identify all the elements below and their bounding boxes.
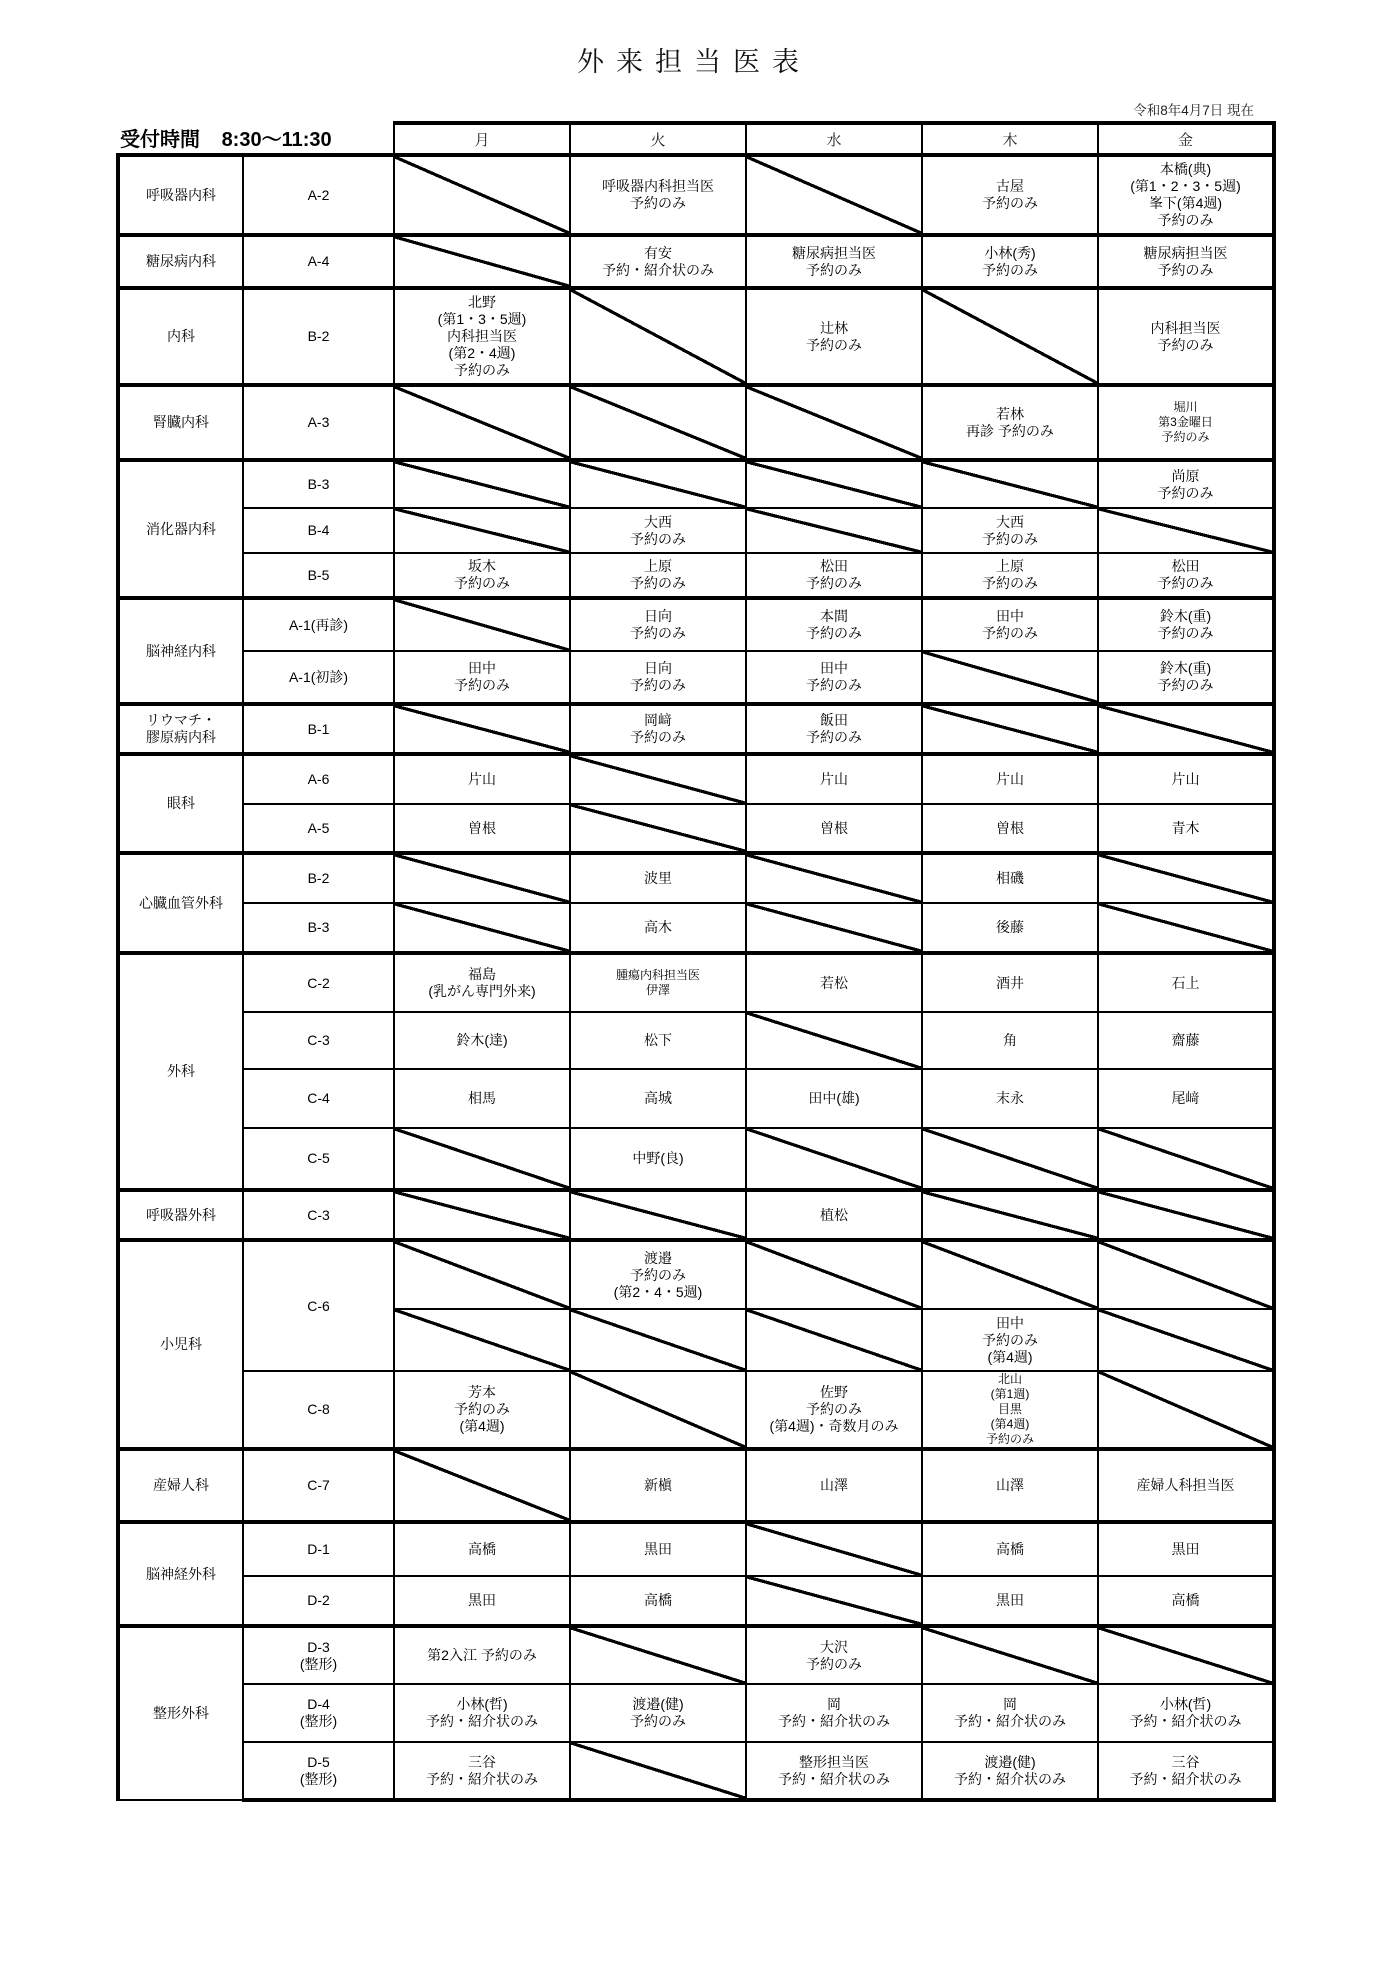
- day-header-mon: 月: [394, 123, 570, 155]
- room-code: B-2: [243, 288, 394, 385]
- doctor-cell: 石上: [1098, 953, 1274, 1012]
- doctor-cell: 大西 予約のみ: [922, 508, 1098, 553]
- schedule-row: [118, 385, 1274, 460]
- page-title: 外来担当医表: [577, 47, 811, 77]
- room-code: B-2: [243, 853, 394, 903]
- doctor-cell: 渡邉(健) 予約のみ: [570, 1684, 746, 1742]
- schedule-row: [118, 235, 1274, 288]
- doctor-cell: 青木: [1098, 804, 1274, 853]
- doctor-cell: 田中 予約のみ: [922, 598, 1098, 651]
- doctor-cell: 古屋 予約のみ: [922, 155, 1098, 235]
- doctor-cell: 坂木 予約のみ: [394, 553, 570, 598]
- schedule-row: [118, 460, 1274, 508]
- no-clinic-cell: [570, 460, 746, 508]
- doctor-cell: 堀川 第3金曜日 予約のみ: [1098, 385, 1274, 460]
- schedule-row: [118, 754, 1274, 804]
- department-name: 心臓血管外科: [118, 853, 243, 953]
- department-name: 外科: [118, 953, 243, 1190]
- no-clinic-cell: [570, 1371, 746, 1449]
- room-code: A-4: [243, 235, 394, 288]
- no-clinic-cell: [746, 1576, 922, 1626]
- no-clinic-cell: [746, 155, 922, 235]
- no-clinic-cell: [394, 1240, 570, 1309]
- header-row: [118, 123, 1274, 155]
- doctor-cell: 田中 予約のみ (第4週): [922, 1309, 1098, 1371]
- no-clinic-cell: [1098, 1128, 1274, 1190]
- department-name: 呼吸器外科: [118, 1190, 243, 1240]
- no-clinic-cell: [922, 288, 1098, 385]
- room-code: B-1: [243, 704, 394, 754]
- doctor-cell: 黒田: [1098, 1522, 1274, 1576]
- no-clinic-cell: [570, 1626, 746, 1684]
- no-clinic-cell: [1098, 1626, 1274, 1684]
- doctor-cell: 本橋(典) (第1・2・3・5週) 峯下(第4週) 予約のみ: [1098, 155, 1274, 235]
- no-clinic-cell: [394, 1449, 570, 1522]
- no-clinic-cell: [922, 1128, 1098, 1190]
- no-clinic-cell: [746, 1128, 922, 1190]
- doctor-cell: 尚原 予約のみ: [1098, 460, 1274, 508]
- no-clinic-cell: [1098, 1371, 1274, 1449]
- doctor-cell: 山澤: [746, 1449, 922, 1522]
- no-clinic-cell: [394, 385, 570, 460]
- doctor-cell: 片山: [746, 754, 922, 804]
- room-code: D-1: [243, 1522, 394, 1576]
- schedule-row: [118, 853, 1274, 903]
- schedule-row: [118, 1449, 1274, 1522]
- no-clinic-cell: [1098, 508, 1274, 553]
- schedule-row: [118, 553, 1274, 598]
- no-clinic-cell: [746, 385, 922, 460]
- no-clinic-cell: [1098, 1190, 1274, 1240]
- schedule-row: [118, 1626, 1274, 1684]
- schedule-row: [118, 1069, 1274, 1128]
- room-code: D-2: [243, 1576, 394, 1626]
- day-header-tue: 火: [570, 123, 746, 155]
- no-clinic-cell: [394, 903, 570, 953]
- doctor-cell: 芳本 予約のみ (第4週): [394, 1371, 570, 1449]
- doctor-cell: 第2入江 予約のみ: [394, 1626, 570, 1684]
- department-name: 小児科: [118, 1240, 243, 1449]
- no-clinic-cell: [1098, 903, 1274, 953]
- doctor-cell: 新槇: [570, 1449, 746, 1522]
- no-clinic-cell: [570, 288, 746, 385]
- no-clinic-cell: [394, 1190, 570, 1240]
- doctor-cell: 渡邉 予約のみ (第2・4・5週): [570, 1240, 746, 1309]
- schedule-row: [118, 651, 1274, 704]
- department-name: 脳神経内科: [118, 598, 243, 704]
- doctor-cell: 内科担当医 予約のみ: [1098, 288, 1274, 385]
- schedule-row: [118, 1522, 1274, 1576]
- doctor-cell: 高橋: [922, 1522, 1098, 1576]
- no-clinic-cell: [570, 754, 746, 804]
- doctor-cell: 大沢 予約のみ: [746, 1626, 922, 1684]
- doctor-cell: 高城: [570, 1069, 746, 1128]
- schedule-row: [118, 804, 1274, 853]
- doctor-cell: 小林(哲) 予約・紹介状のみ: [394, 1684, 570, 1742]
- department-name: 脳神経外科: [118, 1522, 243, 1626]
- doctor-cell: 山澤: [922, 1449, 1098, 1522]
- schedule-row: [118, 508, 1274, 553]
- schedule-row: [118, 288, 1274, 385]
- schedule-body: [118, 155, 1274, 1800]
- doctor-cell: 波里: [570, 853, 746, 903]
- doctor-cell: 片山: [922, 754, 1098, 804]
- no-clinic-cell: [394, 853, 570, 903]
- no-clinic-cell: [746, 1240, 922, 1309]
- room-code: A-3: [243, 385, 394, 460]
- no-clinic-cell: [1098, 1309, 1274, 1371]
- doctor-cell: 高橋: [1098, 1576, 1274, 1626]
- doctor-cell: 齋藤: [1098, 1012, 1274, 1069]
- room-code: C-5: [243, 1128, 394, 1190]
- doctor-cell: 産婦人科担当医: [1098, 1449, 1274, 1522]
- doctor-cell: 糖尿病担当医 予約のみ: [1098, 235, 1274, 288]
- no-clinic-cell: [922, 1190, 1098, 1240]
- doctor-cell: 高木: [570, 903, 746, 953]
- doctor-cell: 鈴木(重) 予約のみ: [1098, 598, 1274, 651]
- reception-time-header: [118, 123, 394, 155]
- no-clinic-cell: [570, 804, 746, 853]
- doctor-cell: 片山: [394, 754, 570, 804]
- doctor-cell: 北山 (第1週) 目黒 (第4週) 予約のみ: [922, 1371, 1098, 1449]
- room-code: C-3: [243, 1190, 394, 1240]
- no-clinic-cell: [394, 1309, 570, 1371]
- doctor-cell: 整形担当医 予約・紹介状のみ: [746, 1742, 922, 1800]
- no-clinic-cell: [570, 1742, 746, 1800]
- doctor-cell: 黒田: [922, 1576, 1098, 1626]
- room-code: C-6: [243, 1240, 394, 1371]
- no-clinic-cell: [746, 1012, 922, 1069]
- no-clinic-cell: [746, 508, 922, 553]
- room-code: D-3 (整形): [243, 1626, 394, 1684]
- no-clinic-cell: [922, 1240, 1098, 1309]
- no-clinic-cell: [1098, 1240, 1274, 1309]
- doctor-cell: 辻林 予約のみ: [746, 288, 922, 385]
- room-code: D-5 (整形): [243, 1742, 394, 1800]
- no-clinic-cell: [570, 1190, 746, 1240]
- doctor-cell: 相馬: [394, 1069, 570, 1128]
- doctor-cell: 鈴木(重) 予約のみ: [1098, 651, 1274, 704]
- doctor-cell: 高橋: [394, 1522, 570, 1576]
- no-clinic-cell: [922, 460, 1098, 508]
- no-clinic-cell: [922, 1626, 1098, 1684]
- doctor-cell: 北野 (第1・3・5週) 内科担当医 (第2・4週) 予約のみ: [394, 288, 570, 385]
- schedule-row: [118, 1190, 1274, 1240]
- doctor-cell: 小林(哲) 予約・紹介状のみ: [1098, 1684, 1274, 1742]
- no-clinic-cell: [394, 1128, 570, 1190]
- doctor-cell: 田中 予約のみ: [746, 651, 922, 704]
- doctor-cell: 黒田: [394, 1576, 570, 1626]
- doctor-cell: 尾﨑: [1098, 1069, 1274, 1128]
- doctor-cell: 日向 予約のみ: [570, 598, 746, 651]
- room-code: B-3: [243, 460, 394, 508]
- room-code: D-4 (整形): [243, 1684, 394, 1742]
- department-name: 呼吸器内科: [118, 155, 243, 235]
- doctor-cell: 有安 予約・紹介状のみ: [570, 235, 746, 288]
- doctor-cell: 本間 予約のみ: [746, 598, 922, 651]
- department-name: 眼科: [118, 754, 243, 853]
- schedule-row: [118, 598, 1274, 651]
- department-name: 産婦人科: [118, 1449, 243, 1522]
- department-name: 整形外科: [118, 1626, 243, 1800]
- department-name: 糖尿病内科: [118, 235, 243, 288]
- no-clinic-cell: [1098, 853, 1274, 903]
- reception-time-value: 8:30〜11:30: [221, 129, 332, 151]
- reception-label: 受付時間: [120, 129, 200, 151]
- doctor-cell: 松下: [570, 1012, 746, 1069]
- schedule-row: [118, 704, 1274, 754]
- doctor-cell: 酒井: [922, 953, 1098, 1012]
- no-clinic-cell: [394, 598, 570, 651]
- doctor-cell: 岡﨑 予約のみ: [570, 704, 746, 754]
- no-clinic-cell: [394, 704, 570, 754]
- doctor-cell: 田中(雄): [746, 1069, 922, 1128]
- doctor-cell: 相磯: [922, 853, 1098, 903]
- doctor-cell: 田中 予約のみ: [394, 651, 570, 704]
- schedule-row: [118, 1684, 1274, 1742]
- day-header-wed: 水: [746, 123, 922, 155]
- no-clinic-cell: [746, 903, 922, 953]
- doctor-cell: 上原 予約のみ: [570, 553, 746, 598]
- room-code: C-8: [243, 1371, 394, 1449]
- doctor-cell: 渡邉(健) 予約・紹介状のみ: [922, 1742, 1098, 1800]
- doctor-cell: 曽根: [746, 804, 922, 853]
- no-clinic-cell: [746, 460, 922, 508]
- doctor-cell: 末永: [922, 1069, 1098, 1128]
- doctor-cell: 三谷 予約・紹介状のみ: [1098, 1742, 1274, 1800]
- day-header-thu: 木: [922, 123, 1098, 155]
- no-clinic-cell: [1098, 704, 1274, 754]
- room-code: A-5: [243, 804, 394, 853]
- schedule-row: [118, 1012, 1274, 1069]
- department-name: 消化器内科: [118, 460, 243, 598]
- no-clinic-cell: [394, 460, 570, 508]
- doctor-cell: 鈴木(達): [394, 1012, 570, 1069]
- room-code: B-4: [243, 508, 394, 553]
- doctor-cell: 日向 予約のみ: [570, 651, 746, 704]
- room-code: C-2: [243, 953, 394, 1012]
- doctor-cell: 片山: [1098, 754, 1274, 804]
- doctor-cell: 松田 予約のみ: [746, 553, 922, 598]
- doctor-cell: 福島 (乳がん専門外来): [394, 953, 570, 1012]
- schedule-row: [118, 1240, 1274, 1309]
- doctor-cell: 曽根: [922, 804, 1098, 853]
- doctor-cell: 大西 予約のみ: [570, 508, 746, 553]
- doctor-cell: 若松: [746, 953, 922, 1012]
- room-code: A-1(初診): [243, 651, 394, 704]
- no-clinic-cell: [394, 235, 570, 288]
- doctor-cell: 飯田 予約のみ: [746, 704, 922, 754]
- schedule-row: [118, 155, 1274, 235]
- department-name: 内科: [118, 288, 243, 385]
- doctor-cell: 角: [922, 1012, 1098, 1069]
- schedule-row: [118, 1742, 1274, 1800]
- doctor-cell: 上原 予約のみ: [922, 553, 1098, 598]
- doctor-cell: 植松: [746, 1190, 922, 1240]
- doctor-cell: 岡 予約・紹介状のみ: [922, 1684, 1098, 1742]
- no-clinic-cell: [746, 1309, 922, 1371]
- doctor-cell: 高橋: [570, 1576, 746, 1626]
- doctor-cell: 後藤: [922, 903, 1098, 953]
- room-code: A-6: [243, 754, 394, 804]
- no-clinic-cell: [394, 508, 570, 553]
- schedule-row: [118, 1576, 1274, 1626]
- department-name: リウマチ・ 膠原病内科: [118, 704, 243, 754]
- doctor-cell: 三谷 予約・紹介状のみ: [394, 1742, 570, 1800]
- room-code: B-5: [243, 553, 394, 598]
- schedule-row: [118, 903, 1274, 953]
- room-code: C-3: [243, 1012, 394, 1069]
- no-clinic-cell: [746, 853, 922, 903]
- date-note: 令和8年4月7日 現在: [1133, 103, 1254, 118]
- no-clinic-cell: [746, 1522, 922, 1576]
- no-clinic-cell: [922, 704, 1098, 754]
- schedule-row: [118, 1128, 1274, 1190]
- room-code: C-4: [243, 1069, 394, 1128]
- no-clinic-cell: [394, 155, 570, 235]
- doctor-cell: 若林 再診 予約のみ: [922, 385, 1098, 460]
- no-clinic-cell: [922, 651, 1098, 704]
- no-clinic-cell: [570, 1309, 746, 1371]
- room-code: A-2: [243, 155, 394, 235]
- no-clinic-cell: [570, 385, 746, 460]
- room-code: A-1(再診): [243, 598, 394, 651]
- doctor-cell: 岡 予約・紹介状のみ: [746, 1684, 922, 1742]
- schedule-table: [116, 121, 1276, 1802]
- schedule-row: [118, 1371, 1274, 1449]
- doctor-cell: 佐野 予約のみ (第4週)・奇数月のみ: [746, 1371, 922, 1449]
- schedule-row: [118, 953, 1274, 1012]
- doctor-cell: 呼吸器内科担当医 予約のみ: [570, 155, 746, 235]
- room-code: B-3: [243, 903, 394, 953]
- doctor-cell: 中野(良): [570, 1128, 746, 1190]
- doctor-cell: 黒田: [570, 1522, 746, 1576]
- doctor-cell: 糖尿病担当医 予約のみ: [746, 235, 922, 288]
- doctor-cell: 小林(秀) 予約のみ: [922, 235, 1098, 288]
- day-header-fri: 金: [1098, 123, 1274, 155]
- room-code: C-7: [243, 1449, 394, 1522]
- doctor-cell: 曽根: [394, 804, 570, 853]
- department-name: 腎臓内科: [118, 385, 243, 460]
- doctor-cell: 腫瘍内科担当医 伊澤: [570, 953, 746, 1012]
- doctor-cell: 松田 予約のみ: [1098, 553, 1274, 598]
